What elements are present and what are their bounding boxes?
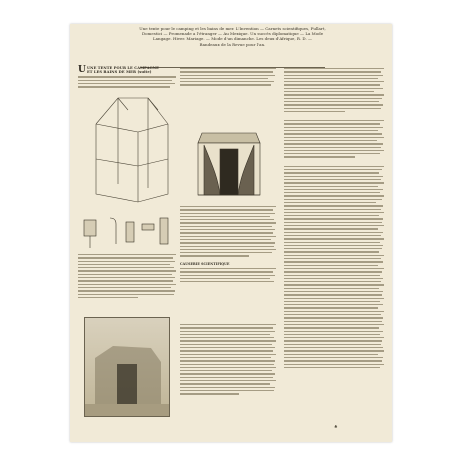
article-tent-title: UNE TENTE POUR LE CAMPAGNE xyxy=(86,66,159,70)
drop-cap: U xyxy=(78,65,86,75)
text-column-middle-top xyxy=(180,66,278,88)
newspaper-page xyxy=(70,24,392,442)
page-header xyxy=(120,26,345,66)
header-line: Une tente pour le camping et les bains de mer. L'Invention — Carnets scientifiques, Fullart, xyxy=(139,26,326,31)
text-column-right xyxy=(284,66,386,370)
article-tent-subtitle: ET LES BAINS DE MER xyxy=(86,70,137,75)
article-science-heading: CAUSERIE SCIENTIFIQUE xyxy=(180,261,230,266)
tent-fittings-illustration xyxy=(82,214,172,250)
tent-photo-drawing xyxy=(85,318,169,416)
header-line: Bandeaux de la Revue pour l'an. xyxy=(199,41,266,47)
tent-photograph xyxy=(84,317,170,417)
tent-canopy-illustration xyxy=(194,129,264,201)
ornament-icon: ♣ xyxy=(334,424,338,429)
header-line: Langage. Hiver. Mariage. — Mode d'un dimanche. Les deux d'Afrique, R. D. — xyxy=(152,36,313,42)
header-line: Domestici — Promenade a l'étranger — Au Mexique. Un succès diplomatique — La Mode xyxy=(141,31,324,37)
article-tent-heading xyxy=(78,66,178,74)
article-tent-tag: (suite) xyxy=(137,70,152,75)
text-column-science xyxy=(180,322,278,397)
text-column-left-lower xyxy=(78,252,178,300)
tent-frame-illustration xyxy=(88,84,172,204)
text-column-middle-lower xyxy=(180,204,278,284)
